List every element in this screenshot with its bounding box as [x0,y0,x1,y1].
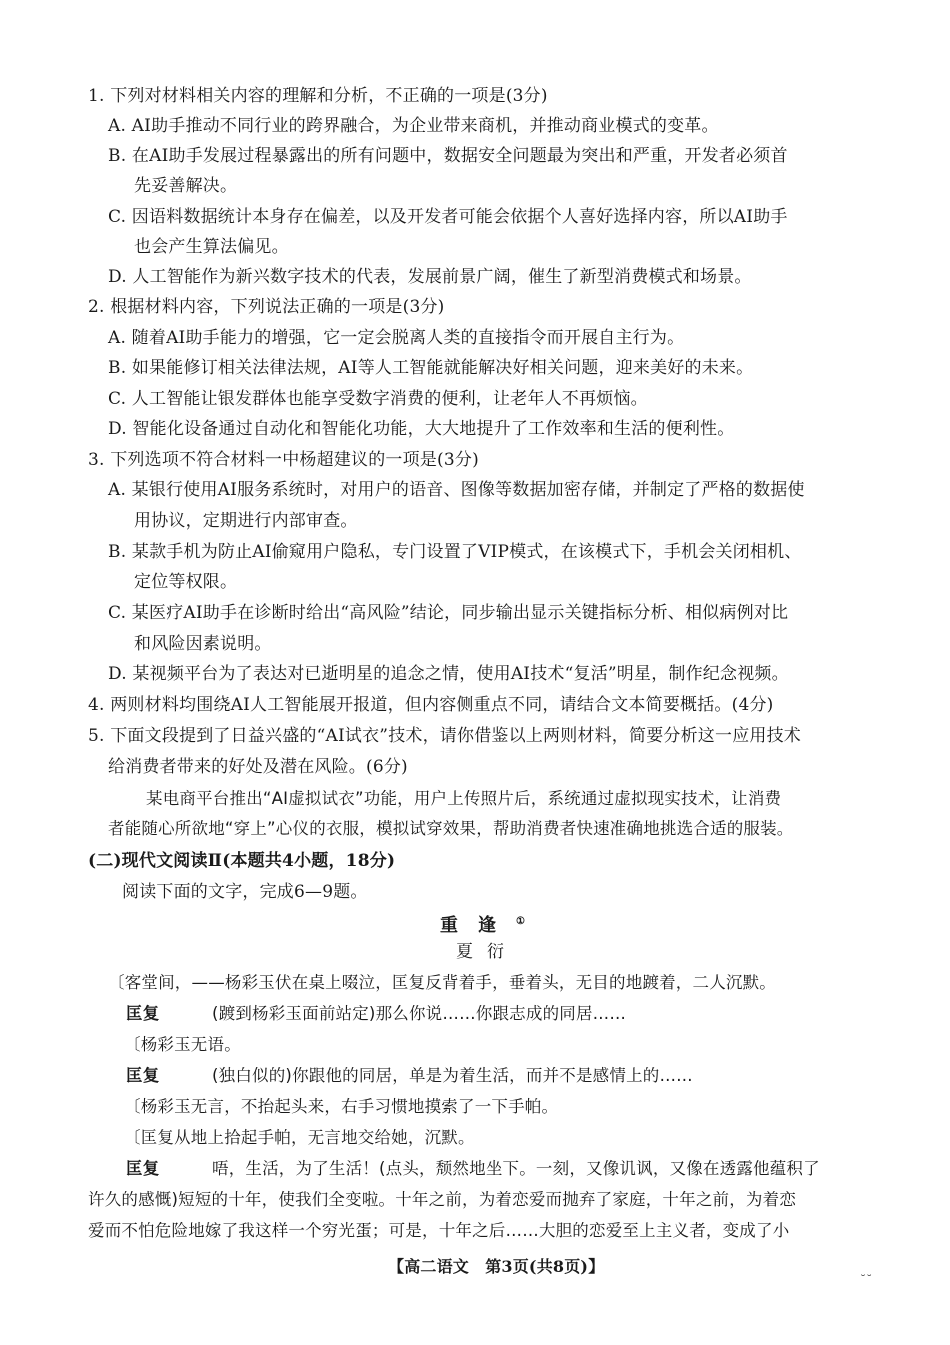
dialogue-text: 唔，生活，为了生活！(点头，颓然地坐下。一刻，又像讥讽，又像在透露他蕴积了 [212,1159,820,1178]
page-footer: 【高二语文 第3页(共8页)】 [388,1257,605,1276]
q5-stem-cont: 给消费者带来的好处及潜在风险。(6分) [108,757,408,777]
dialogue-cont: 许久的感慨)短短的十年，使我们全变啦。十年之前，为着恋爱而抛弃了家庭，十年之前，为着恋 [88,1190,797,1209]
dialogue-text: (独白似的)你跟他的同居，单是为着生活，而并不是感情上的…… [212,1066,693,1085]
q2-option-b: B. 如果能修订相关法律法规，AI等人工智能就能解决好相关问题，迎来美好的未来。 [108,358,754,378]
q3-option-b: B. 某款手机为防止AI偷窥用户隐私，专门设置了VIP模式，在该模式下，手机会关闭相机、 [108,542,802,562]
q3-stem: 3. 下列选项不符合材料一中杨超建议的一项是(3分) [88,450,479,470]
q2-option-c: C. 人工智能让银发群体也能享受数字消费的便利，让老年人不再烦恼。 [108,389,648,409]
q5-stem: 5. 下面文段提到了日益兴盛的“AI试衣”技术，请你借鉴以上两则材料，简要分析这一应用技术 [88,726,801,746]
q3-option-b-cont: 定位等权限。 [134,572,238,592]
dialogue-line [126,1064,693,1088]
dialogue-cont: 爱而不怕危险地嫁了我这样一个穷光蛋；可是，十年之后……大胆的恋爱至上主义者，变成了小 [88,1221,790,1240]
section-heading: (二)现代文阅读Ⅱ(本题共4小题，18分) [88,851,396,871]
q1-option-d: D. 人工智能作为新兴数字技术的代表，发展前景广阔，催生了新型消费模式和场景。 [108,267,752,287]
q2-option-a: A. 随着AI助手能力的增强，它一定会脱离人类的直接指令而开展自主行为。 [108,328,685,348]
story-title-text: 重逢 [440,915,516,936]
section-instruction: 阅读下面的文字，完成6—9题。 [122,882,368,902]
stage-direction: 〔杨彩玉无言，不抬起头来，右手习惯地摸索了一下手帕。 [124,1097,559,1116]
scan-mark: ˘˘ [860,1273,873,1287]
q3-option-c: C. 某医疗AI助手在诊断时给出“高风险”结论，同步输出显示关键指标分析、相似病例对比 [108,603,789,623]
q4-stem: 4. 两则材料均围绕AI人工智能展开报道，但内容侧重点不同，请结合文本简要概括。(4分) [88,695,774,715]
story-title [440,910,525,938]
title-footnote-marker: ① [516,916,525,927]
q3-option-a-cont: 用协议，定期进行内部审查。 [134,511,358,531]
q3-option-c-cont: 和风险因素说明。 [134,634,272,654]
q3-option-a: A. 某银行使用AI服务系统时，对用户的语音、图像等数据加密存储，并制定了严格的数据使 [108,480,805,500]
dialogue-text: (踱到杨彩玉面前站定)那么你说……你跟志成的同居…… [212,1004,627,1023]
speaker-name: 匡复 [126,1004,160,1023]
stage-direction: 〔杨彩玉无语。 [124,1035,241,1054]
stage-direction: 〔匡复从地上拾起手帕，无言地交给她，沉默。 [124,1128,475,1147]
q3-option-d: D. 某视频平台为了表达对已逝明星的追念之情，使用AI技术“复活”明星，制作纪念视频。 [108,664,789,684]
q1-option-b-cont: 先妥善解决。 [134,176,238,196]
speaker-name: 匡复 [126,1159,160,1178]
q2-stem: 2. 根据材料内容，下列说法正确的一项是(3分) [88,297,445,317]
stage-direction: 〔客堂间，——杨彩玉伏在桌上啜泣，匡复反背着手，垂着头，无目的地踱着，二人沉默。 [108,973,776,992]
speaker-name: 匡复 [126,1066,160,1085]
dialogue-line [126,1157,820,1181]
q1-stem: 1. 下列对材料相关内容的理解和分析，不正确的一项是(3分) [88,86,548,106]
q5-passage: 某电商平台推出“AI虚拟试衣”功能，用户上传照片后，系统通过虚拟现实技术，让消费 [146,789,782,808]
dialogue-line [126,1002,626,1026]
story-author: 夏衍 [456,942,518,962]
q2-option-d: D. 智能化设备通过自动化和智能化功能，大大地提升了工作效率和生活的便利性。 [108,419,735,439]
q5-passage-cont: 者能随心所欲地“穿上”心仪的衣服，模拟试穿效果，帮助消费者快速准确地挑选合适的服装。 [108,819,794,838]
q1-option-b: B. 在AI助手发展过程暴露出的所有问题中，数据安全问题最为突出和严重，开发者必须首 [108,146,788,166]
q1-option-a: A. AI助手推动不同行业的跨界融合，为企业带来商机，并推动商业模式的变革。 [108,116,719,136]
q1-option-c: C. 因语料数据统计本身存在偏差，以及开发者可能会依据个人喜好选择内容，所以AI助手 [108,207,788,227]
q1-option-c-cont: 也会产生算法偏见。 [134,237,289,257]
